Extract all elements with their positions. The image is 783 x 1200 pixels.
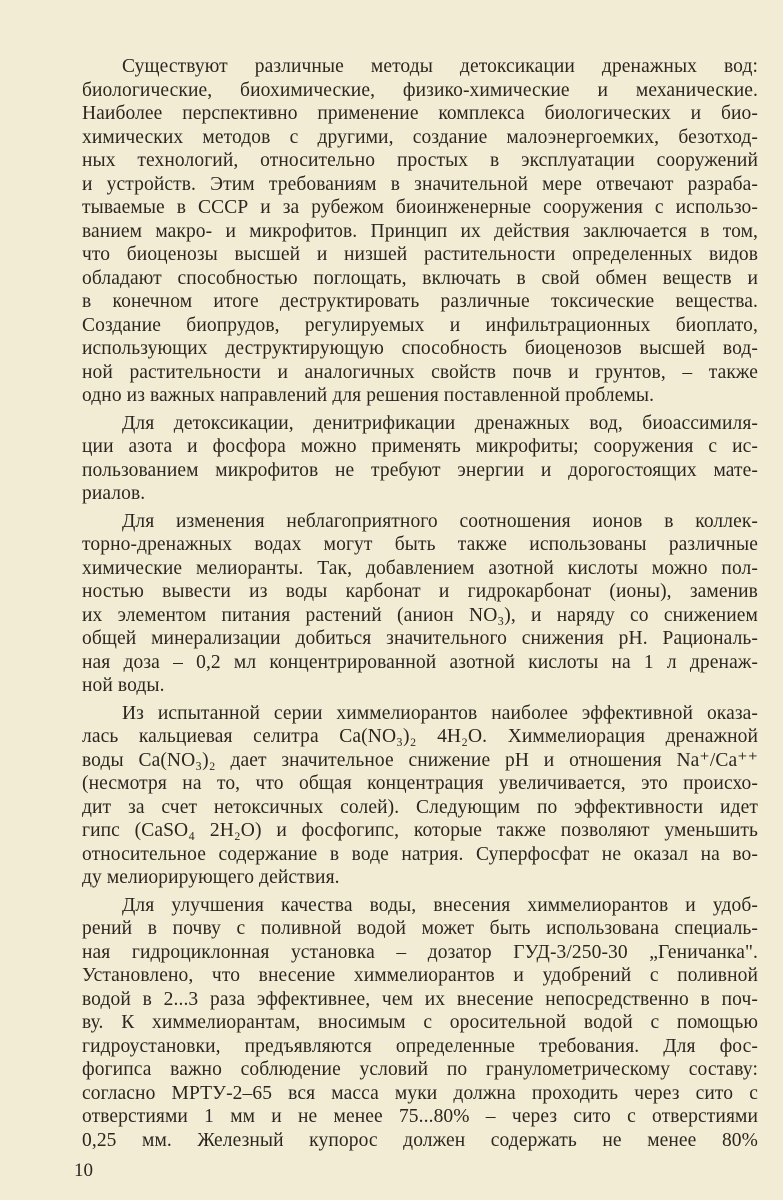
text-line: использующих деструктирующую способность биоценозов высшей вод- bbox=[82, 338, 758, 359]
text-line: (несмотря на то, что общая концентрация увеличивается, это происхо- bbox=[82, 773, 758, 794]
text-line: относительное содержание в воде натрия. Суперфосфат не оказал на во- bbox=[82, 843, 758, 865]
page-body bbox=[82, 55, 758, 1156]
text-line: гидроустановки, предъявляются определенные требования. Для фос- bbox=[82, 1035, 758, 1057]
text-line: Создание биопрудов, регулируемых и инфильтрационных биоплато, bbox=[82, 314, 758, 336]
text-line: биологические, биохимические, физико-химические и механические. bbox=[82, 79, 758, 101]
text-line: гипс (CaSO₄ 2H₂O) и фосфогипс, которые также позволяют уменьшить bbox=[82, 820, 758, 841]
text-line: ных технологий, относительно простых в эксплуатации сооружений bbox=[82, 150, 758, 171]
text-line: ву. К химмелиорантам, вносимым с оросительной водой с помощью bbox=[82, 1012, 758, 1033]
paragraph bbox=[82, 55, 758, 408]
text-line: ная гидроциклонная установка – дозатор ГУД-3/250-30 „Геничанка". bbox=[82, 941, 758, 963]
text-line: ной растительности и аналогичных свойств почв и грунтов, – также bbox=[82, 361, 758, 383]
text-line: отверстиями 1 мм и не менее 75...80% – через сито с отверстиями bbox=[82, 1106, 758, 1127]
paragraph bbox=[82, 702, 758, 890]
text-line: торно-дренажных водах могут быть также использованы различные bbox=[82, 534, 758, 555]
text-line: Установлено, что внесение химмелиорантов и удобрений с поливной bbox=[82, 965, 758, 986]
text-line: тываемые в СССР и за рубежом биоинженерные сооружения с использо- bbox=[82, 197, 758, 218]
paragraph bbox=[82, 894, 758, 1153]
text-line: воды Ca(NO₃)₂ дает значительное снижение pH и отношения Na⁺/Ca⁺⁺ bbox=[82, 749, 758, 771]
text-line: лась кальциевая селитра Ca(NO₃)₂ 4H₂O. Химмелиорация дренажной bbox=[82, 726, 758, 747]
paragraph bbox=[82, 412, 758, 506]
page-number: 10 bbox=[74, 1160, 93, 1181]
text-line: их элементом питания растений (анион NO₃), и наряду со снижением bbox=[82, 604, 758, 626]
text-line: 0,25 мм. Железный купорос должен содержать не менее 80% bbox=[82, 1129, 758, 1151]
text-line: пользованием микрофитов не требуют энергии и дорогостоящих мате- bbox=[82, 459, 758, 481]
text-line: и устройств. Этим требованиям в значительной мере отвечают разраба- bbox=[82, 173, 758, 195]
text-line: риалов. bbox=[82, 483, 146, 504]
text-line: химические мелиоранты. Так, добавлением азотной кислоты можно пол- bbox=[82, 557, 758, 579]
text-line: ностью вывести из воды карбонат и гидрокарбонат (ионы), заменив bbox=[82, 581, 758, 602]
text-line: обладают способностью поглощать, включать в свой обмен веществ и bbox=[82, 267, 758, 289]
text-line: одно из важных направлений для решения поставленной проблемы. bbox=[82, 385, 655, 406]
text-line: Наиболее перспективно применение комплекса биологических и био- bbox=[82, 103, 758, 124]
text-line: ванием макро- и микрофитов. Принцип их действия заключается в том, bbox=[82, 220, 758, 242]
text-line: Для детоксикации, денитрификации дренажных вод, биоассимиля- bbox=[122, 412, 758, 434]
text-line: ду мелиорирующего действия. bbox=[82, 867, 340, 888]
text-line: химических методов с другими, создание малоэнергоемких, безотход- bbox=[82, 126, 758, 148]
text-line: Из испытанной серии химмелиорантов наиболее эффективной оказа- bbox=[122, 702, 758, 724]
paragraph bbox=[82, 510, 758, 698]
text-line: Для изменения неблагоприятного соотношения ионов в коллек- bbox=[122, 510, 758, 532]
text-line: что биоценозы высшей и низшей растительности определенных видов bbox=[82, 244, 758, 265]
text-line: фогипса важно соблюдение условий по гранулометрическому составу: bbox=[82, 1059, 758, 1080]
text-line: водой в 2...3 раза эффективнее, чем их внесение непосредственно в поч- bbox=[82, 988, 758, 1010]
text-line: рений в почву с поливной водой может быть использована специаль- bbox=[82, 918, 758, 939]
text-line: дит за счет нетоксичных солей). Следующим по эффективности идет bbox=[82, 796, 758, 818]
text-line: ная доза – 0,2 мл концентрированной азотной кислоты на 1 л дренаж- bbox=[82, 651, 758, 673]
text-line: ной воды. bbox=[82, 675, 165, 696]
text-line: ции азота и фосфора можно применять микрофиты; сооружения с ис- bbox=[82, 436, 758, 457]
text-line: в конечном итоге деструктировать различные токсические вещества. bbox=[82, 291, 758, 312]
text-line: Для улучшения качества воды, внесения химмелиорантов и удоб- bbox=[122, 894, 758, 916]
text-line: согласно МРТУ-2–65 вся масса муки должна проходить через сито с bbox=[82, 1082, 758, 1104]
text-line: общей минерализации добиться значительного снижения pH. Рациональ- bbox=[82, 628, 758, 649]
text-line: Существуют различные методы детоксикации дренажных вод: bbox=[122, 56, 758, 77]
